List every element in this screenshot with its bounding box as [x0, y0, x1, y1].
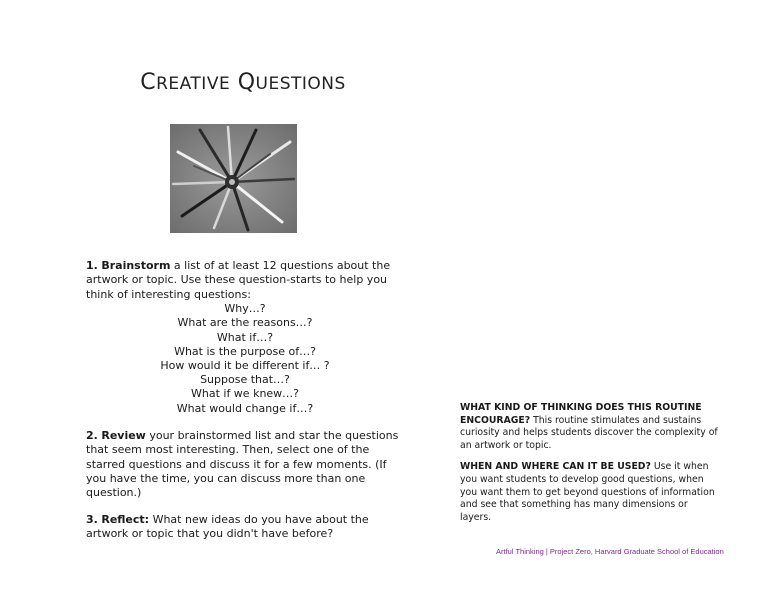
question-start: What is the purpose of…?: [174, 344, 316, 358]
step-1: 1. Brainstorm a list of at least 12 questions about the artwork or topic. Use these question-starts to help you think of interesting questions:: [86, 259, 391, 301]
thinking-note: WHAT KIND OF THINKING DOES THIS ROUTINE ENCOURAGE? This routine stimulates and sustains curiosity and helps students discover the complexity of an artwork or topic.: [460, 402, 718, 451]
question-start: What would change if…?: [176, 401, 314, 415]
question-start: Why…?: [224, 302, 266, 316]
instructions: [86, 259, 404, 542]
question-starts-list: [86, 302, 404, 416]
question-start: What are the reasons…?: [177, 316, 313, 330]
paintbrushes-photo: [170, 124, 297, 233]
footer-credit: Artful Thinking | Project Zero, Harvard Graduate School of Education: [496, 547, 724, 556]
question-start: Suppose that…?: [200, 373, 290, 387]
usage-note: WHEN AND WHERE CAN IT BE USED? Use it when you want students to develop good questions, when you want them to get beyond questions of information and see that something has many dimensions or layers.: [460, 461, 715, 523]
routine-notes: [460, 402, 720, 533]
step-2: 2. Review your brainstormed list and star the questions that seem most interesting. Then, select one of the starred questions and discuss it for a few moments. (If you have the time, you can discuss more than one question.): [86, 428, 399, 500]
page-title: CREATIVE QUESTIONS: [140, 70, 346, 95]
question-start: How would it be different if… ?: [160, 359, 330, 373]
step-3: 3. Reflect: What new ideas do you have about the artwork or topic that you didn't have before?: [86, 512, 369, 541]
question-start: What if we knew…?: [190, 387, 300, 401]
question-start: What if…?: [216, 330, 274, 344]
